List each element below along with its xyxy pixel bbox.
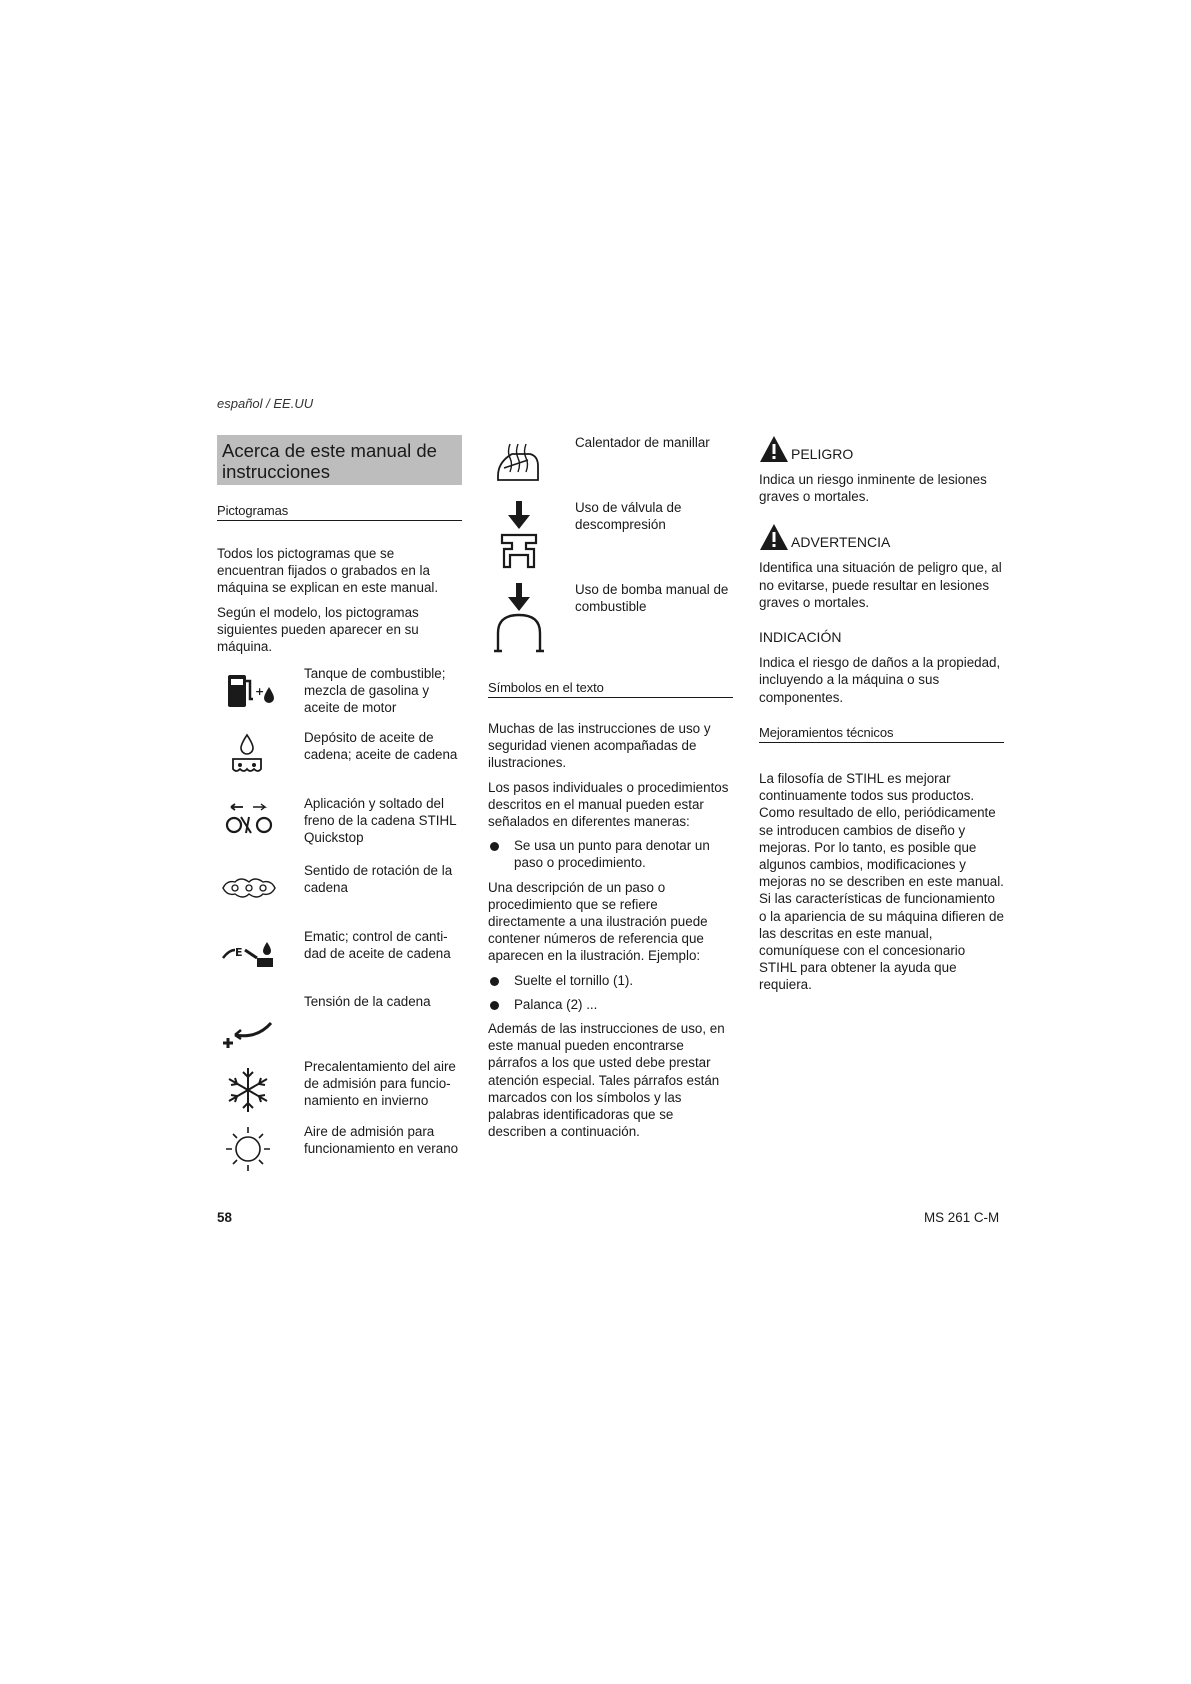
pictogram-description: Sentido de rotación de la cadena	[304, 863, 453, 896]
warning-text: Identifica una situación de peligro que, al no evitarse, puede resultar en lesiones graves o mortales.	[759, 560, 1002, 610]
body-paragraph: Los pasos individuales o procedimientos descritos en el manual pueden estar señalados en diferentes maneras:	[488, 779, 729, 830]
svg-text:+: +	[255, 685, 265, 698]
pictogram-description: Precalentamiento del aire de admisión para funcio-namiento en invierno	[304, 1059, 456, 1109]
section-heading-pictogramas: Pictogramas	[217, 502, 462, 521]
chain-tension-icon	[219, 997, 277, 1049]
warning-triangle-icon	[759, 523, 789, 551]
bullet-item: Se usa un punto para denotar un paso o procedimiento.	[488, 837, 733, 871]
danger-heading: PELIGRO	[759, 435, 1004, 463]
page-title: Acerca de este manual de instrucciones	[217, 435, 462, 485]
column-2	[488, 435, 733, 1180]
pictogram-description: Depósito de aceite de cadena; aceite de cadena	[304, 730, 458, 763]
pictogram-description: Tensión de la cadena	[304, 994, 431, 1009]
section-heading-mejoramientos: Mejoramientos técnicos	[759, 724, 1004, 743]
column-3	[759, 435, 1004, 1180]
body-paragraph: La filosofía de STIHL es mejorar continuamente todos sus productos. Como resultado de ello, periódicamente se introducen cambios de diseño y mejoras. Por lo tanto, es posible que algunos cambios, modificaciones y mejoras no se describen en este manual. Si las características de funcionamiento o la apariencia de su máquina difieren de las descritas en este manual, comuníquese con el concesionario STIHL para obtener la ayuda que requiera.	[759, 771, 1004, 993]
intro-paragraph: Según el modelo, los pictogramas siguientes pueden aparecer en su máquina.	[217, 604, 419, 655]
warning-triangle-icon	[759, 435, 789, 463]
pictogram-description: Aire de admisión para funcionamiento en verano	[304, 1124, 459, 1157]
chain-rotation-icon	[219, 862, 277, 914]
column-1	[217, 435, 462, 1180]
body-paragraph: Una descripción de un paso o procedimiento que se refiere directamente a una ilustración puede contener números de referencia que aparecen en la ilustración. Ejemplo:	[488, 879, 708, 964]
page-number: 58	[217, 1210, 232, 1225]
pictogram-description: Calentador de manillar	[575, 435, 710, 450]
language-label: español / EE.UU	[217, 396, 314, 411]
svg-text:E: E	[235, 946, 243, 959]
chain-oil-tank-icon	[219, 729, 277, 781]
bullet-dot	[490, 977, 499, 986]
section-heading-simbolos: Símbolos en el texto	[488, 679, 733, 698]
notice-text: Indica el riesgo de daños a la propiedad, incluyendo a la máquina o sus componentes.	[759, 655, 1001, 705]
danger-text: Indica un riesgo inminente de lesiones graves o mortales.	[759, 472, 987, 505]
fuel-pump-icon	[490, 581, 548, 657]
bullet-item: Palanca (2) ...	[488, 996, 733, 1013]
body-paragraph: Además de las instrucciones de uso, en este manual pueden encontrarse párrafos a los que usted debe prestar atención especial. Tales párrafos están marcados con los símbolos y las palabras identificadoras que se describen a continuación.	[488, 1021, 725, 1140]
pictogram-description: Uso de válvula de descompresión	[575, 500, 682, 533]
fuel-tank-icon	[219, 665, 277, 717]
warning-heading: ADVERTENCIA	[759, 523, 1004, 551]
intro-paragraph: Todos los pictogramas que se encuentran fijados o grabados en la máquina se explican en este manual.	[217, 546, 439, 596]
bullet-dot	[490, 842, 499, 851]
chain-brake-icon	[219, 795, 277, 847]
notice-heading: INDICACIÓN	[759, 629, 842, 646]
pictogram-description: Tanque de combustible; mezcla de gasolina y aceite de motor	[304, 666, 446, 716]
handle-heater-icon	[490, 438, 548, 490]
pictogram-description: Ematic; control de canti-dad de aceite de cadena	[304, 929, 451, 962]
model-label: MS 261 C-M	[924, 1210, 1000, 1225]
pictogram-description: Aplicación y soltado del freno de la cadena STIHL Quickstop	[304, 796, 457, 846]
snowflake-icon	[219, 1064, 277, 1116]
bullet-dot	[490, 1001, 499, 1010]
sun-icon	[219, 1123, 277, 1175]
decompression-valve-icon	[490, 499, 548, 575]
pictogram-description: Uso de bomba manual de combustible	[575, 582, 729, 615]
bullet-item: Suelte el tornillo (1).	[488, 972, 733, 989]
ematic-icon	[219, 928, 277, 980]
body-paragraph: Muchas de las instrucciones de uso y seguridad vienen acompañadas de ilustraciones.	[488, 721, 711, 771]
